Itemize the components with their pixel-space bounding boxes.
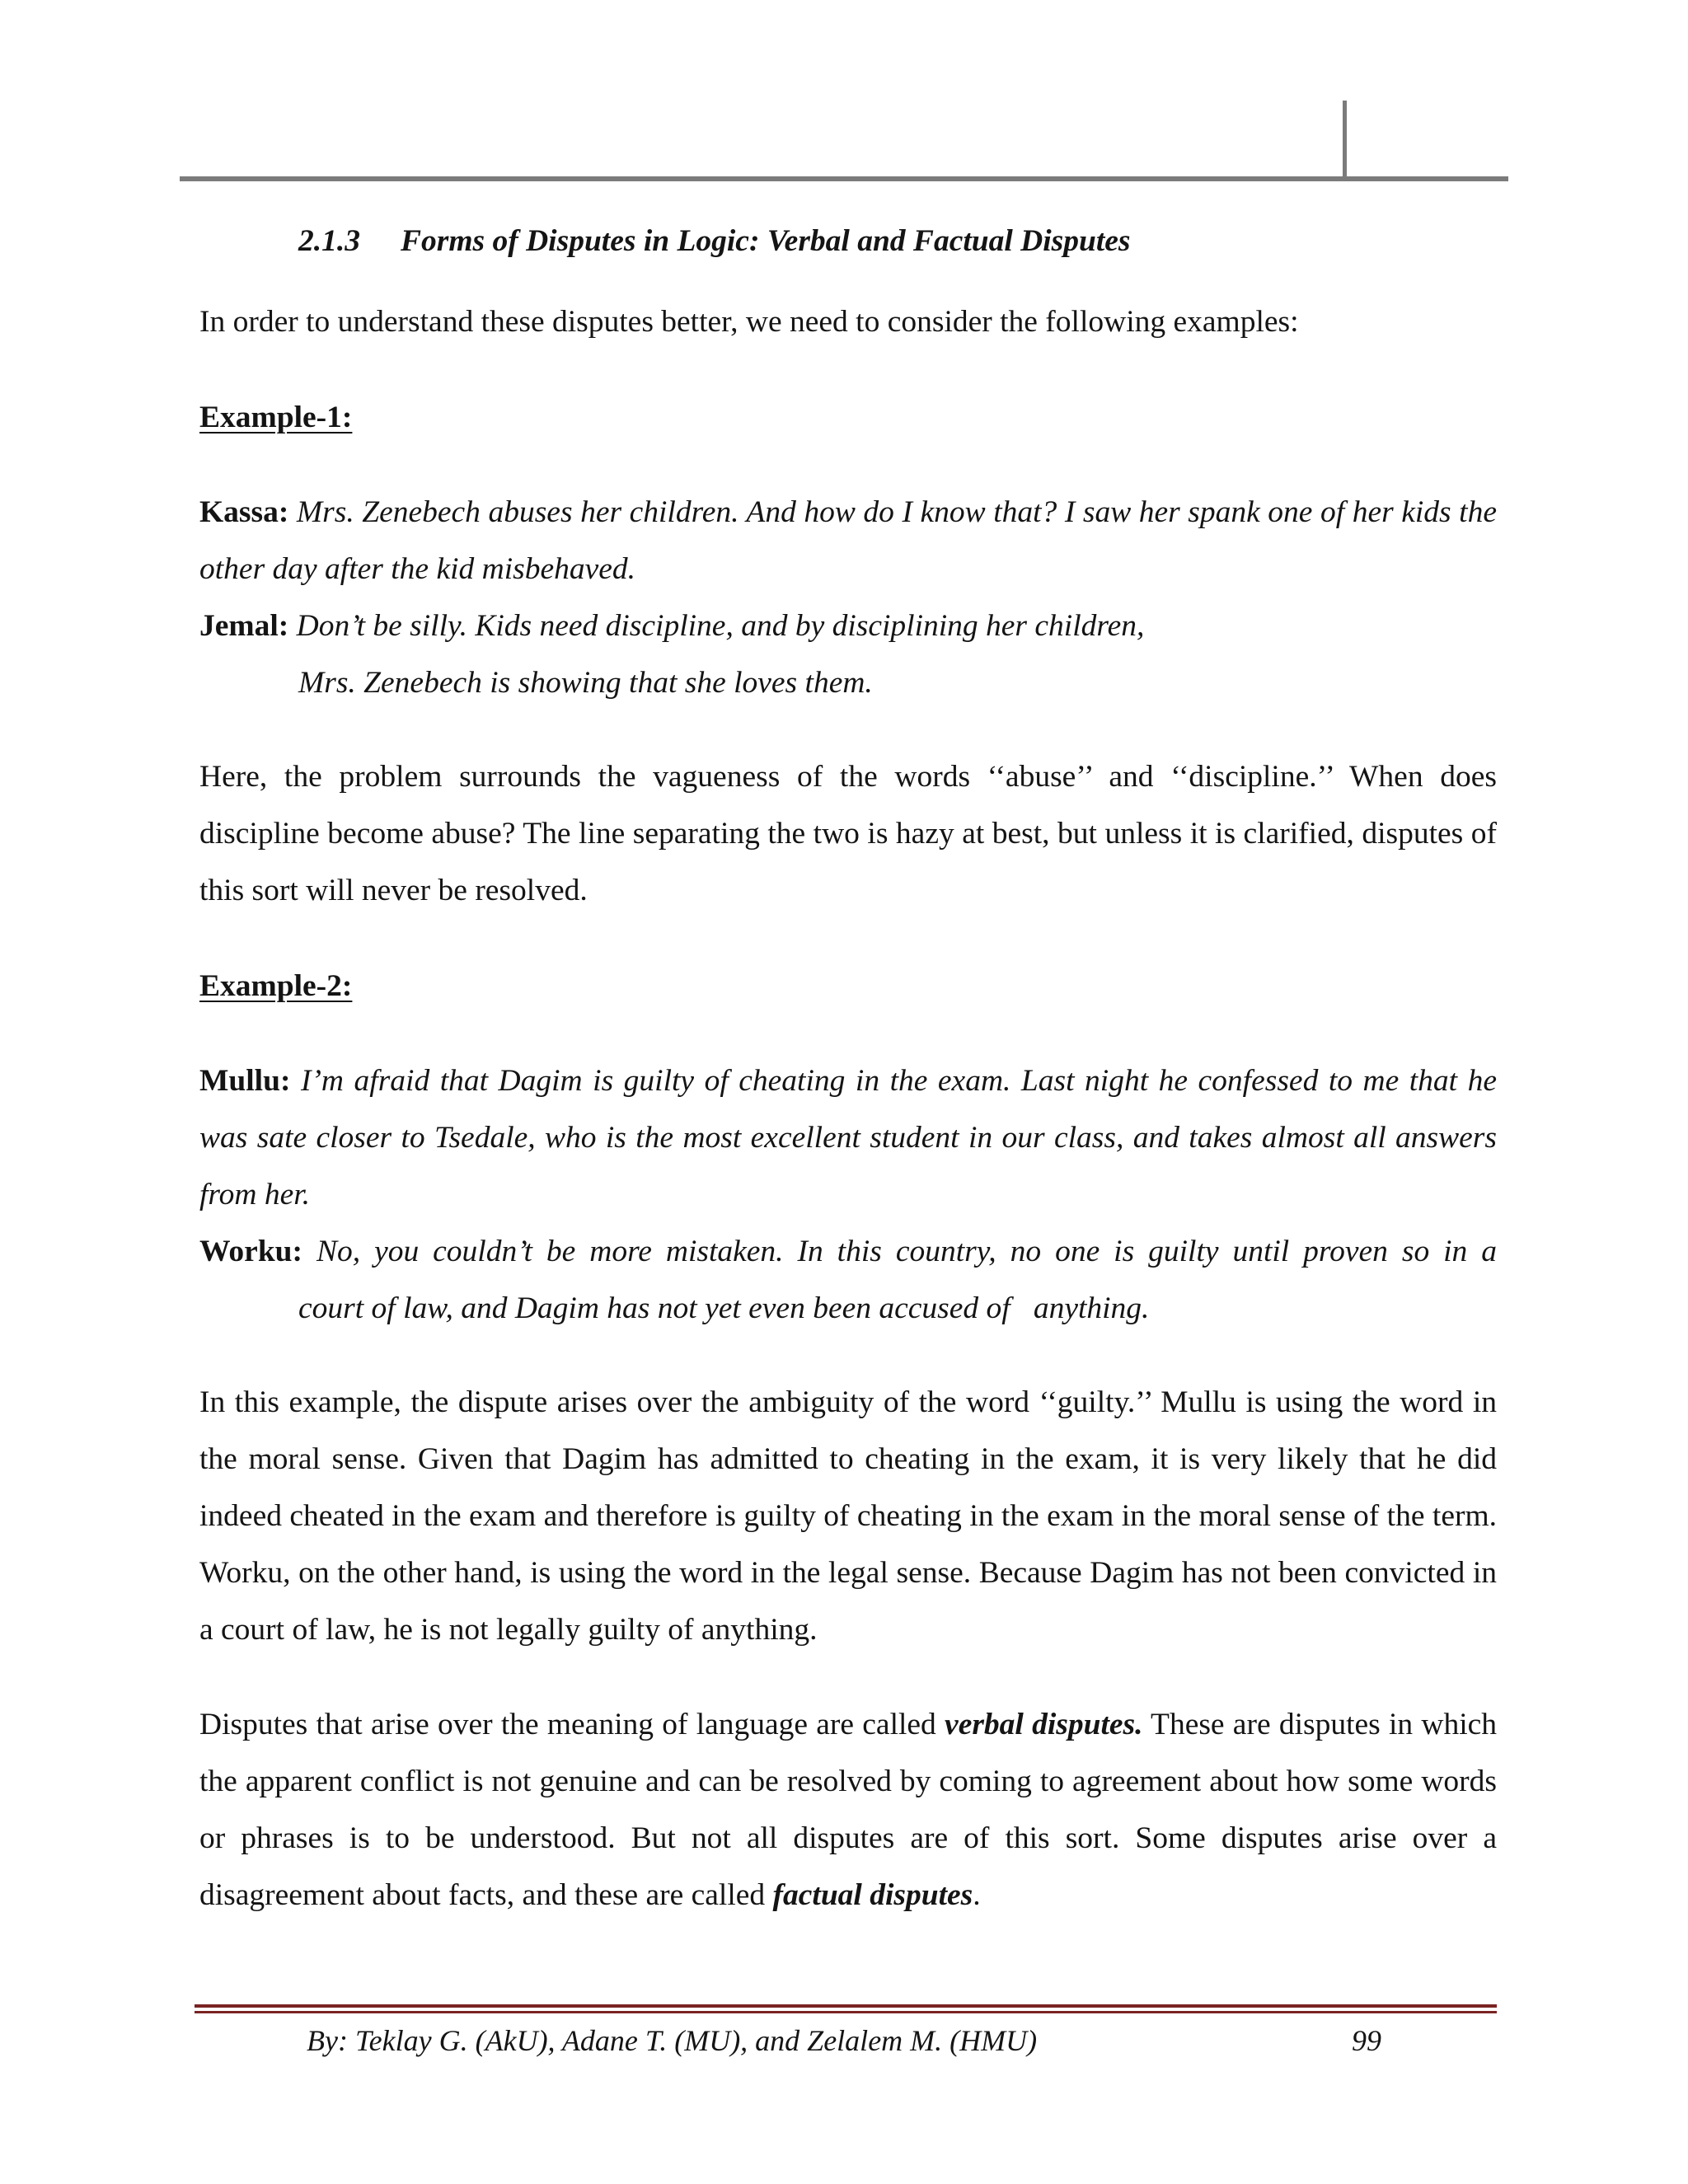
jemal-line-1: Don’t be silly. Kids need discipline, and by disciplining her children, [296,609,1145,643]
paragraph-ambiguity: In this example, the dispute arises over the ambiguity of the word ‘‘guilty.’’ Mullu is using the word in the moral sense. Given that Dagim has admitted to cheating in the exam, it is very likely that he did indeed cheated in the exam and therefore is guilty of cheating in the exam in the moral sense of the term. Worku, on the other hand, is using the word in the legal sense. Because Dagim has not been convicted in a court of law, he is not legally guilty of anything. [199,1385,1497,1647]
para3-text-1: Disputes that arise over the meaning of language are called [199,1708,945,1741]
paragraph-verbal-factual [199,1696,1497,1924]
paragraph-vagueness: Here, the problem surrounds the vagueness of the words ‘‘abuse’’ and ‘‘discipline.’’ When does discipline become abuse? The line separating the two is hazy at best, but unless it is clarified, disputes of this sort will never be resolved. [199,760,1497,907]
worku-line-2: court of law, and Dagim has not yet even been accused of anything. [298,1291,1150,1325]
worku-line-1: No, you couldn’t be more mistaken. In this country, no one is guilty until proven so in a [316,1235,1498,1268]
mullu-dialogue [199,1052,1497,1223]
kassa-dialogue [199,484,1497,598]
term-factual-disputes: factual disputes [772,1878,973,1912]
section-heading [298,213,1131,269]
example-2-heading: Example-2: [199,969,353,1003]
mullu-line: I’m afraid that Dagim is guilty of cheating in the exam. Last night he confessed to me that he was sate closer to Tsedale, who is the most excellent student in our class, and takes almost all answers from her. [199,1064,1497,1212]
speaker-kassa: Kassa: [199,495,289,529]
worku-dialogue [199,1223,1497,1280]
header-rule [180,176,1508,181]
para3-text-3: . [973,1878,981,1912]
jemal-dialogue [199,598,1497,654]
para3-text-2: These are disputes in which the apparent conflict is not genuine and can be resolved by coming to agreement about how some words or phrases is to be understood. But not all disputes are of this sort. Some disputes arise over a disagreement about facts, and these are called [199,1708,1498,1912]
header-tick [1343,101,1347,180]
example-1-heading: Example-1: [199,401,353,434]
speaker-worku: Worku: [199,1235,303,1268]
section-title: Forms of Disputes in Logic: Verbal and Factual Disputes [401,224,1131,258]
speaker-mullu: Mullu: [199,1064,291,1098]
section-number: 2.1.3 [298,224,360,258]
speaker-jemal: Jemal: [199,609,289,643]
footer-rule-top [195,2004,1497,2008]
term-verbal-disputes: verbal disputes. [945,1708,1143,1741]
kassa-line: Mrs. Zenebech abuses her children. And how do I know that? I saw her spank one of her kids the other day after the kid misbehaved. [199,495,1497,586]
page-number: 99 [1352,2024,1381,2057]
footer-rule-bottom [195,2011,1497,2013]
footer-credit: By: Teklay G. (AkU), Adane T. (MU), and Zelalem M. (HMU) [307,2024,1038,2057]
intro-paragraph: In order to understand these disputes better, we need to consider the following examples: [199,305,1299,339]
jemal-line-2: Mrs. Zenebech is showing that she loves them. [298,666,873,700]
